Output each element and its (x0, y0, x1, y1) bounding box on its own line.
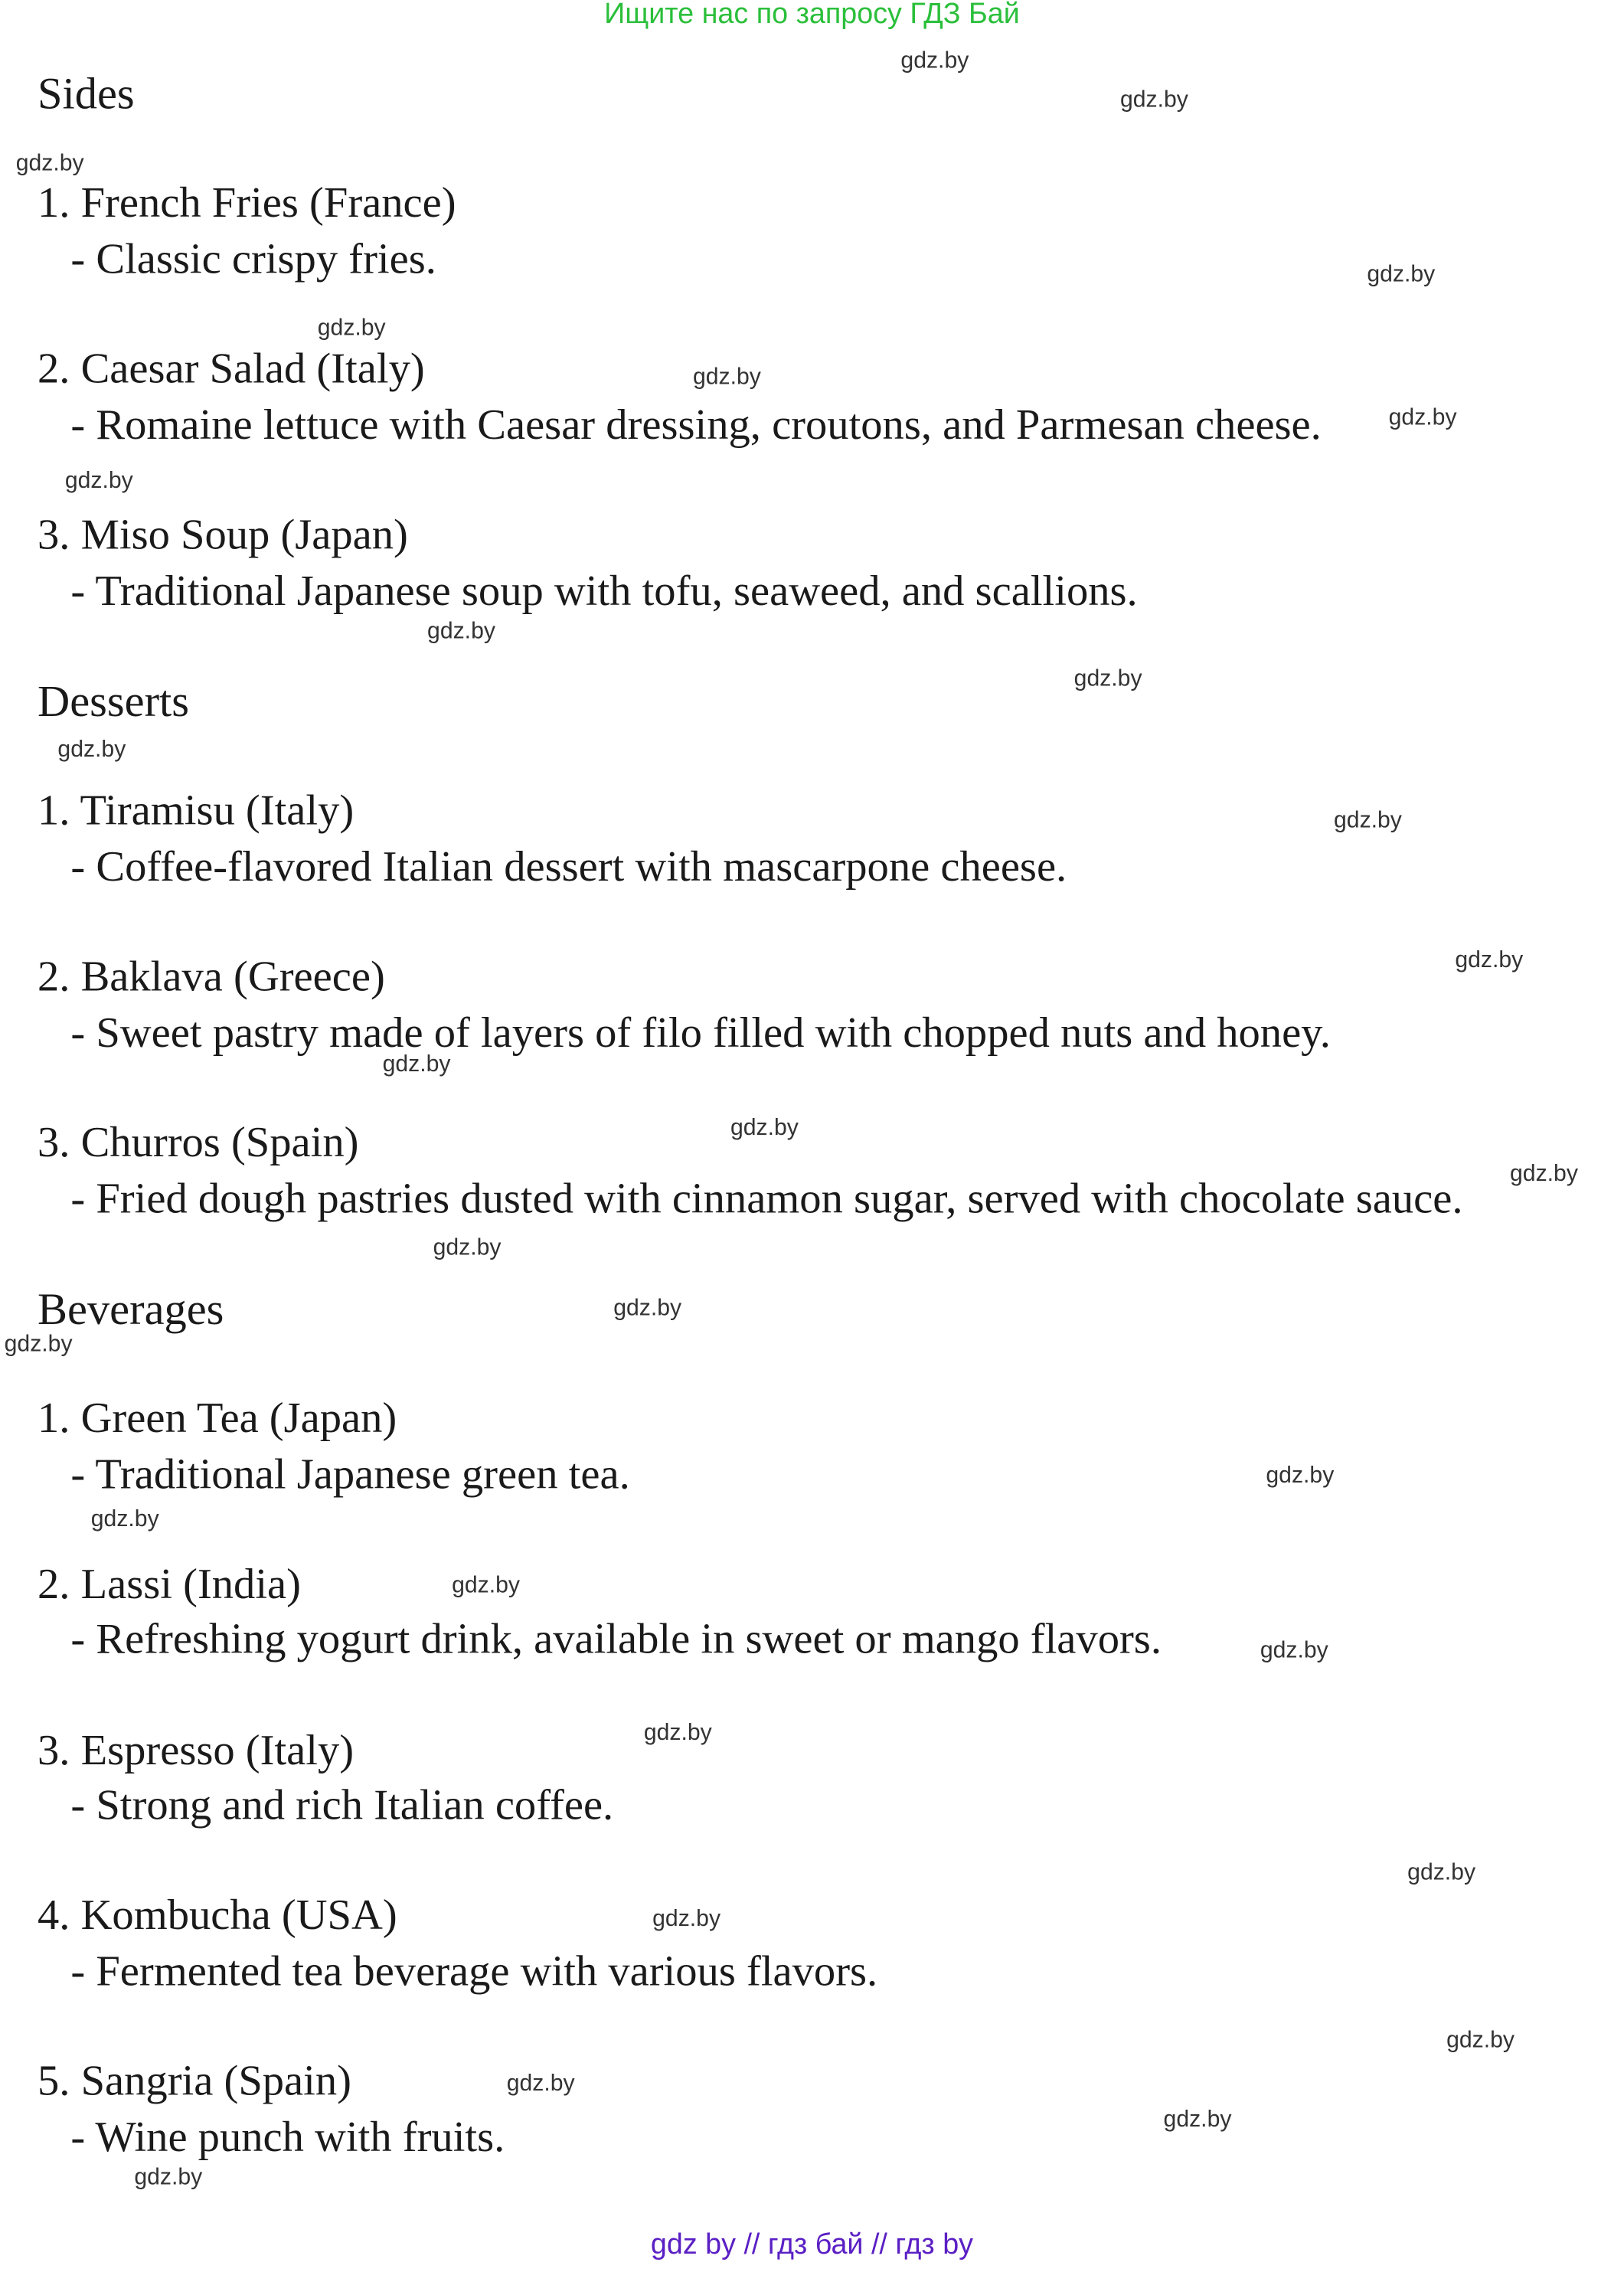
watermark: gdz.by (1334, 808, 1402, 833)
watermark: gdz.by (643, 1721, 712, 1746)
watermark: gdz.by (1073, 667, 1142, 692)
watermark: gdz.by (15, 151, 84, 177)
watermark: gdz.by (57, 737, 126, 763)
watermark: gdz.by (1163, 2107, 1232, 2133)
watermark: gdz.by (900, 49, 969, 74)
menu-item-title: 4. Kombucha (USA) (38, 1891, 397, 1939)
watermark: gdz.by (317, 315, 386, 341)
menu-item-description: - Coffee-flavored Italian dessert with mascarpone cheese. (70, 843, 1067, 891)
menu-item-title: 2. Lassi (India) (38, 1561, 301, 1609)
menu-item-description: - Traditional Japanese soup with tofu, seaweed, and scallions. (70, 567, 1138, 616)
watermark: gdz.by (1119, 88, 1188, 113)
menu-item-description: - Sweet pastry made of layers of filo filled with chopped nuts and honey. (70, 1009, 1331, 1058)
sides-heading: Sides (38, 67, 135, 119)
header-banner: Ищите нас по запросу ГДЗ Бай (604, 0, 1020, 31)
menu-item-title: 3. Espresso (Italy) (38, 1726, 355, 1775)
watermark: gdz.by (613, 1296, 682, 1322)
watermark: gdz.by (90, 1507, 159, 1532)
watermark: gdz.by (427, 619, 495, 644)
watermark: gdz.by (433, 1235, 502, 1260)
desserts-heading: Desserts (38, 675, 190, 727)
menu-item-title: 3. Churros (Spain) (38, 1119, 359, 1167)
menu-item-description: - Classic crispy fries. (70, 235, 436, 283)
watermark: gdz.by (1446, 2028, 1515, 2053)
menu-item-title: 1. Green Tea (Japan) (38, 1394, 397, 1443)
menu-item-description: - Wine punch with fruits. (70, 2113, 505, 2162)
watermark: gdz.by (1407, 1861, 1476, 1886)
watermark: gdz.by (692, 365, 761, 391)
watermark: gdz.by (382, 1052, 451, 1077)
watermark: gdz.by (1510, 1162, 1578, 1187)
menu-item-title: 2. Baklava (Greece) (38, 953, 385, 1001)
menu-item-title: 3. Miso Soup (Japan) (38, 511, 408, 559)
menu-item-description: - Fermented tea beverage with various flavors. (70, 1947, 878, 1996)
menu-item-title: 5. Sangria (Spain) (38, 2057, 352, 2105)
menu-item-title: 1. French Fries (France) (38, 178, 456, 227)
watermark: gdz.by (1266, 1463, 1335, 1489)
menu-item-description: - Refreshing yogurt drink, available in sweet or mango flavors. (70, 1615, 1162, 1663)
watermark: gdz.by (1367, 263, 1436, 288)
menu-item-description: - Traditional Japanese green tea. (70, 1450, 630, 1499)
watermark: gdz.by (134, 2165, 203, 2191)
watermark: gdz.by (1388, 405, 1457, 430)
watermark: gdz.by (1455, 948, 1524, 973)
watermark: gdz.by (452, 1573, 520, 1599)
watermark: gdz.by (4, 1332, 73, 1358)
watermark: gdz.by (1260, 1638, 1328, 1663)
beverages-heading: Beverages (38, 1283, 224, 1335)
watermark: gdz.by (652, 1907, 721, 1932)
watermark: gdz.by (64, 469, 133, 494)
menu-item-description: - Romaine lettuce with Caesar dressing, croutons, and Parmesan cheese. (70, 401, 1322, 449)
watermark: gdz.by (730, 1116, 799, 1141)
menu-item-title: 1. Tiramisu (Italy) (38, 786, 355, 835)
menu-item-description: - Strong and rich Italian coffee. (70, 1781, 614, 1829)
menu-item-title: 2. Caesar Salad (Italy) (38, 345, 425, 393)
menu-item-description: - Fried dough pastries dusted with cinnamon sugar, served with chocolate sauce. (70, 1175, 1463, 1223)
footer-banner: gdz by // гдз бай // гдз by (650, 2228, 974, 2261)
watermark: gdz.by (506, 2071, 575, 2097)
